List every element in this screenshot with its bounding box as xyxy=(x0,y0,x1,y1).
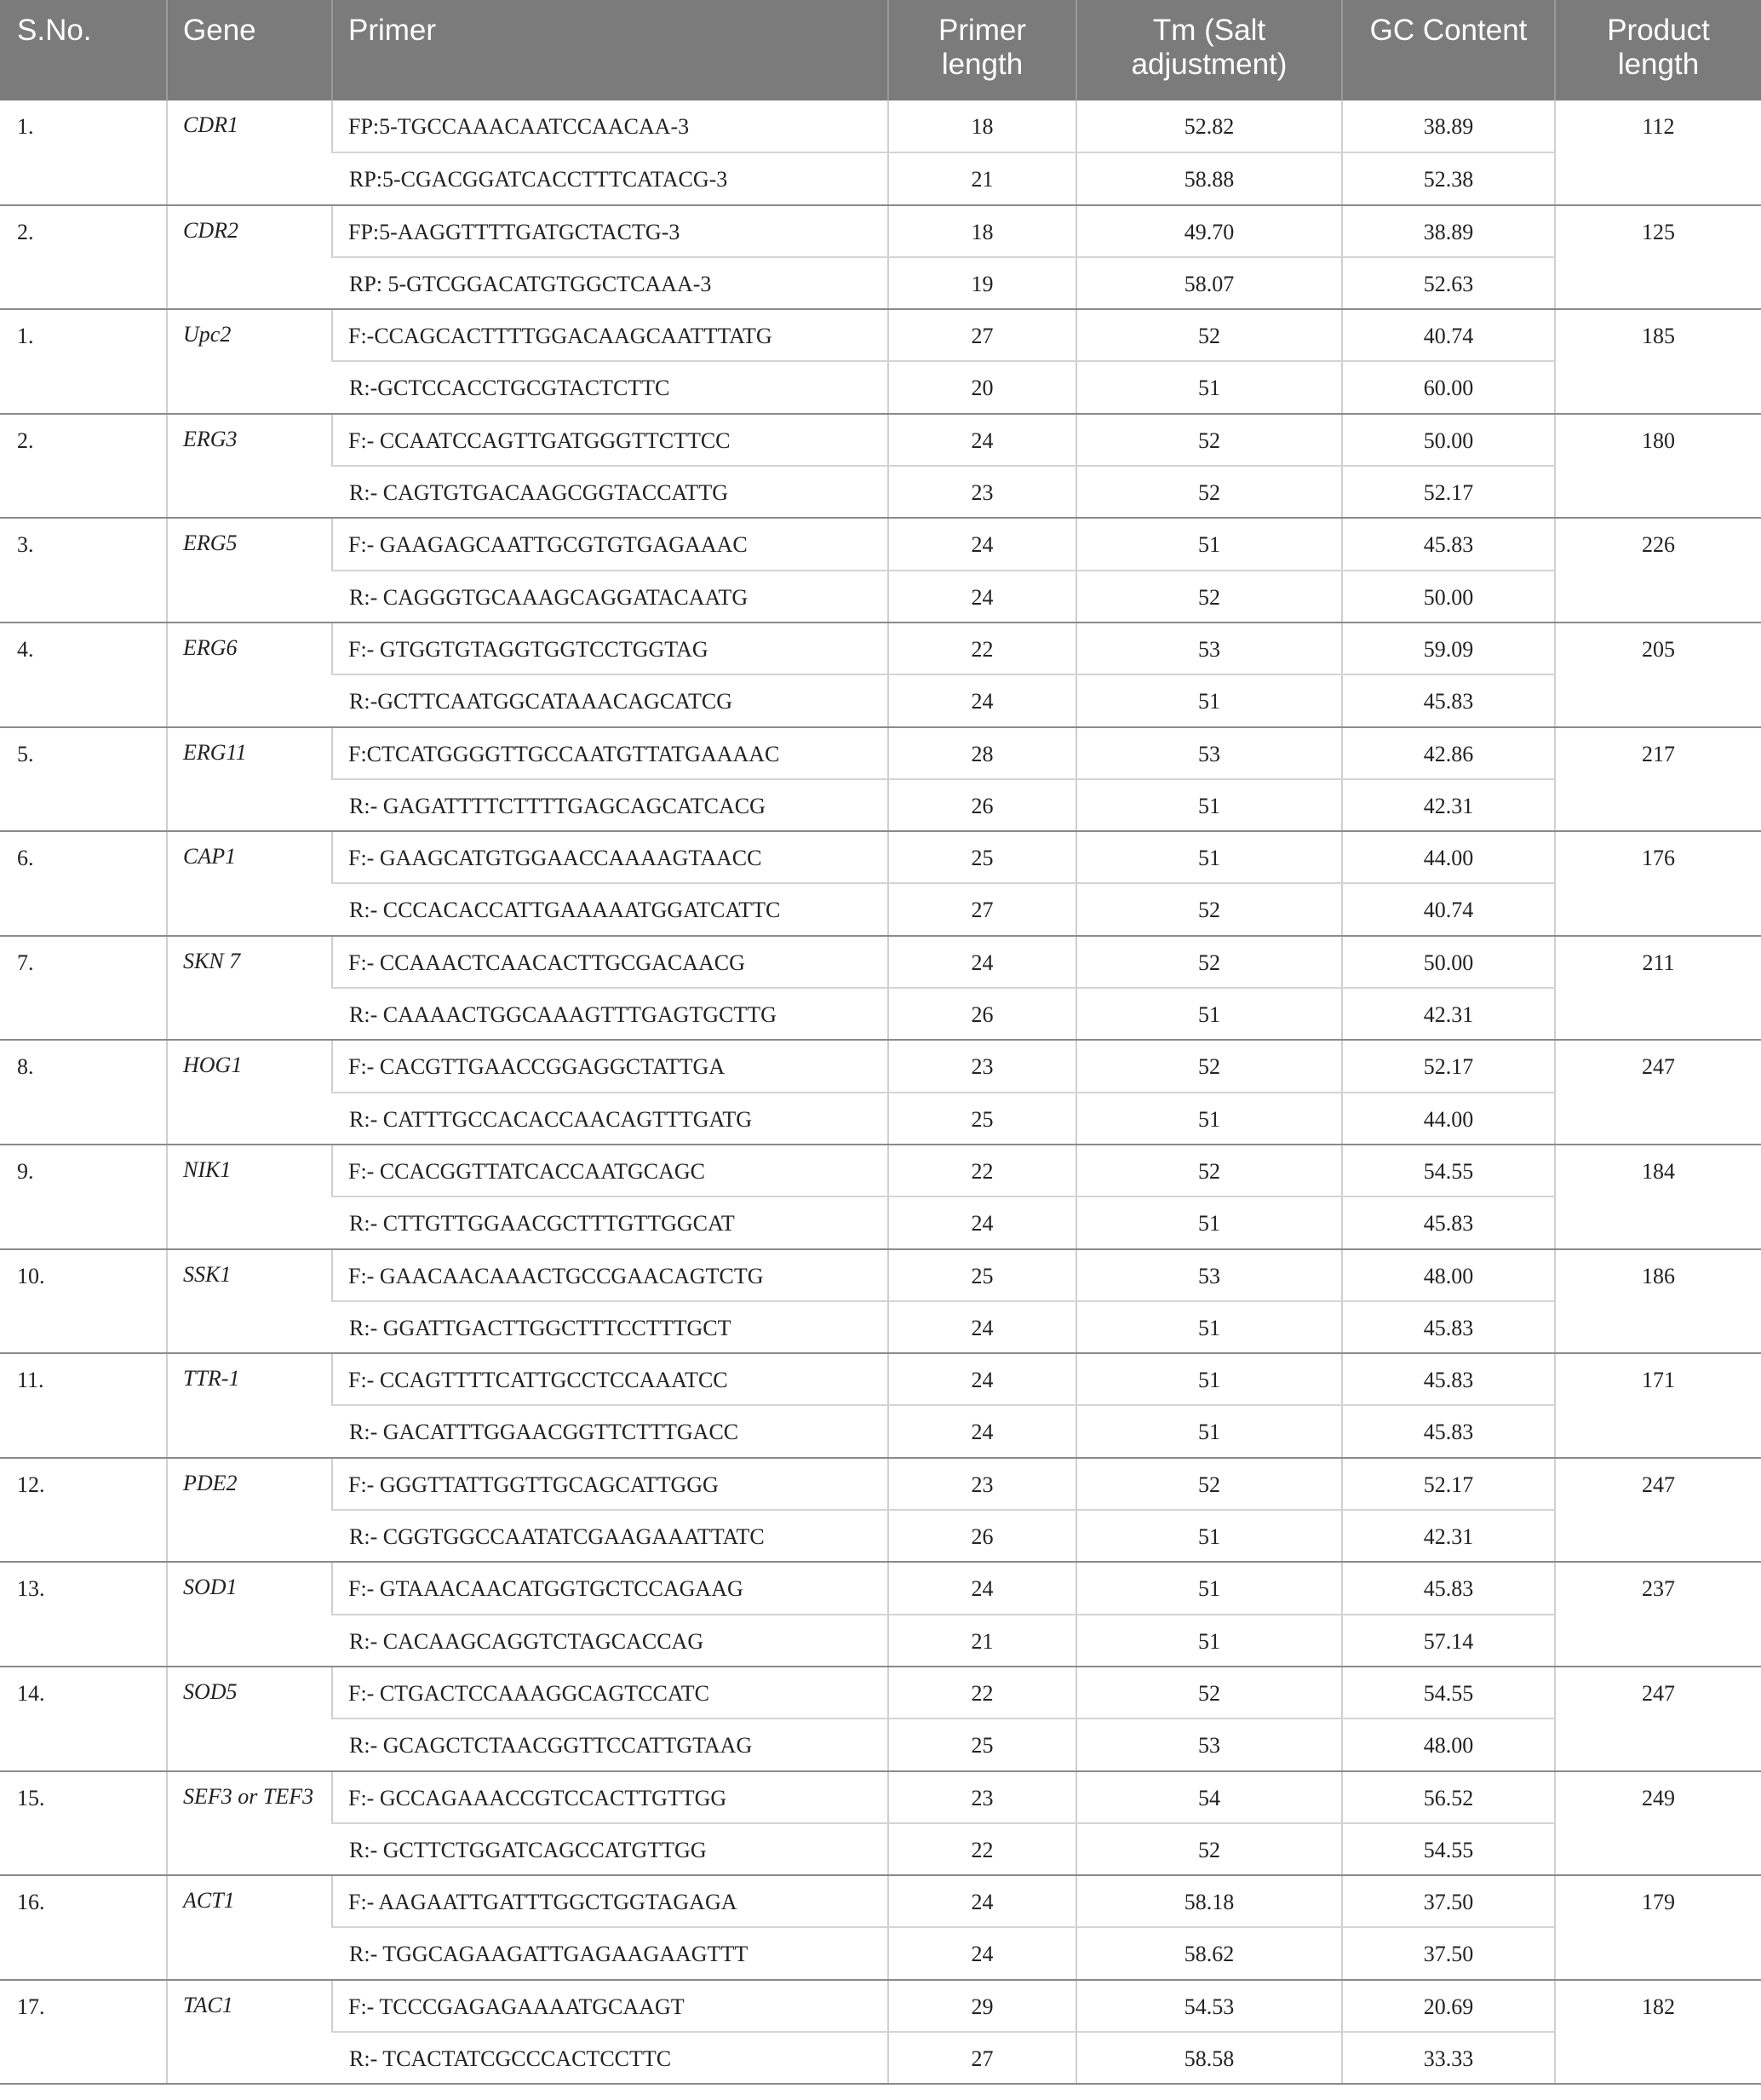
forward-gc-cell: 52.17 xyxy=(1342,1458,1555,1510)
forward-tm-cell: 52 xyxy=(1076,414,1342,466)
sno-cell: 1. xyxy=(0,309,167,414)
forward-gc-cell: 54.55 xyxy=(1342,1145,1555,1196)
forward-primer-length-cell: 18 xyxy=(888,205,1076,257)
forward-gc-cell: 45.83 xyxy=(1342,1562,1555,1614)
reverse-primer-cell: R:-GCTCCACCTGCGTACTCTTC xyxy=(332,361,888,413)
forward-primer-cell: F:-CCAGCACTTTTGGACAAGCAATTTATG xyxy=(332,309,888,361)
forward-primer-length-cell: 24 xyxy=(888,1562,1076,1614)
reverse-gc-cell: 44.00 xyxy=(1342,1093,1555,1145)
forward-gc-cell: 44.00 xyxy=(1342,831,1555,883)
reverse-primer-cell: R:- CAGGGTGCAAAGCAGGATACAATG xyxy=(332,571,888,623)
reverse-gc-cell: 52.38 xyxy=(1342,152,1555,204)
sno-cell: 7. xyxy=(0,936,167,1041)
reverse-tm-cell: 52 xyxy=(1076,883,1342,935)
reverse-tm-cell: 52 xyxy=(1076,571,1342,623)
reverse-primer-cell: R:- TGGCAGAAGATTGAGAAGAAGTTT xyxy=(332,1927,888,1979)
forward-gc-cell: 37.50 xyxy=(1342,1875,1555,1927)
reverse-primer-length-cell: 24 xyxy=(888,674,1076,726)
forward-primer-cell: F:- TCCCGAGAGAAAATGCAAGT xyxy=(332,1980,888,2032)
reverse-gc-cell: 45.83 xyxy=(1342,674,1555,726)
reverse-gc-cell: 54.55 xyxy=(1342,1823,1555,1875)
product-length-cell: 211 xyxy=(1555,936,1761,1041)
forward-tm-cell: 53 xyxy=(1076,623,1342,674)
reverse-primer-length-cell: 25 xyxy=(888,1093,1076,1145)
forward-primer-cell: F:- GAAGCATGTGGAACCAAAAGTAACC xyxy=(332,831,888,883)
gene-cell: SOD5 xyxy=(167,1667,332,1771)
product-length-cell: 125 xyxy=(1555,205,1761,310)
product-length-cell: 180 xyxy=(1555,414,1761,519)
sno-cell: 2. xyxy=(0,414,167,519)
forward-tm-cell: 49.70 xyxy=(1076,205,1342,257)
reverse-primer-cell: RP:5-CGACGGATCACCTTTCATACG-3 xyxy=(332,152,888,204)
forward-primer-cell: F:- GTGGTGTAGGTGGTCCTGGTAG xyxy=(332,623,888,674)
product-length-cell: 217 xyxy=(1555,727,1761,832)
reverse-tm-cell: 51 xyxy=(1076,1405,1342,1457)
forward-tm-cell: 52 xyxy=(1076,309,1342,361)
reverse-gc-cell: 45.83 xyxy=(1342,1196,1555,1248)
product-length-cell: 179 xyxy=(1555,1875,1761,1980)
reverse-primer-length-cell: 19 xyxy=(888,257,1076,309)
table-row xyxy=(0,205,1761,257)
reverse-primer-cell: R:- CAGTGTGACAAGCGGTACCATTG xyxy=(332,466,888,518)
reverse-primer-cell: R:-GCTTCAATGGCATAAACAGCATCG xyxy=(332,674,888,726)
reverse-primer-length-cell: 26 xyxy=(888,779,1076,831)
sno-cell: 1. xyxy=(0,100,167,205)
forward-gc-cell: 52.17 xyxy=(1342,1040,1555,1092)
reverse-primer-length-cell: 27 xyxy=(888,883,1076,935)
forward-primer-cell: FP:5-AAGGTTTTGATGCTACTG-3 xyxy=(332,205,888,257)
reverse-primer-cell: R:- GACATTTGGAACGGTTCTTTGACC xyxy=(332,1405,888,1457)
reverse-primer-cell: R:- TCACTATCGCCCACTCCTTC xyxy=(332,2032,888,2084)
forward-primer-cell: F:- CCAATCCAGTTGATGGGTTCTTCC xyxy=(332,414,888,466)
forward-primer-length-cell: 28 xyxy=(888,727,1076,779)
gene-cell: CDR1 xyxy=(167,100,332,205)
reverse-tm-cell: 58.58 xyxy=(1076,2032,1342,2084)
reverse-tm-cell: 51 xyxy=(1076,1615,1342,1667)
forward-primer-cell: F:CTCATGGGGTTGCCAATGTTATGAAAAC xyxy=(332,727,888,779)
table-row xyxy=(0,1458,1761,1510)
forward-tm-cell: 51 xyxy=(1076,518,1342,570)
forward-primer-length-cell: 24 xyxy=(888,1875,1076,1927)
gene-cell: ERG3 xyxy=(167,414,332,519)
forward-primer-length-cell: 18 xyxy=(888,100,1076,152)
reverse-primer-length-cell: 21 xyxy=(888,1615,1076,1667)
sno-cell: 9. xyxy=(0,1145,167,1249)
forward-primer-cell: F:- CACGTTGAACCGGAGGCTATTGA xyxy=(332,1040,888,1092)
sno-cell: 5. xyxy=(0,727,167,832)
table-row xyxy=(0,1249,1761,1301)
forward-gc-cell: 56.52 xyxy=(1342,1771,1555,1823)
reverse-gc-cell: 52.17 xyxy=(1342,466,1555,518)
sno-cell: 4. xyxy=(0,623,167,727)
forward-primer-length-cell: 24 xyxy=(888,1353,1076,1405)
reverse-primer-cell: R:- CGGTGGCCAATATCGAAGAAATTATC xyxy=(332,1510,888,1562)
forward-gc-cell: 45.83 xyxy=(1342,1353,1555,1405)
gene-cell: HOG1 xyxy=(167,1040,332,1145)
reverse-gc-cell: 33.33 xyxy=(1342,2032,1555,2084)
table-row xyxy=(0,309,1761,361)
product-length-cell: 186 xyxy=(1555,1249,1761,1354)
product-length-cell: 184 xyxy=(1555,1145,1761,1249)
sno-cell: 6. xyxy=(0,831,167,936)
forward-primer-cell: F:- GTAAACAACATGGTGCTCCAGAAG xyxy=(332,1562,888,1614)
reverse-gc-cell: 42.31 xyxy=(1342,779,1555,831)
forward-primer-cell: F:- CCAGTTTTCATTGCCTCCAAATCC xyxy=(332,1353,888,1405)
forward-tm-cell: 52 xyxy=(1076,1458,1342,1510)
reverse-gc-cell: 50.00 xyxy=(1342,571,1555,623)
gene-cell: ACT1 xyxy=(167,1875,332,1980)
product-length-cell: 185 xyxy=(1555,309,1761,414)
forward-gc-cell: 50.00 xyxy=(1342,936,1555,988)
reverse-tm-cell: 53 xyxy=(1076,1718,1342,1770)
forward-primer-cell: FP:5-TGCCAAACAATCCAACAA-3 xyxy=(332,100,888,152)
forward-gc-cell: 50.00 xyxy=(1342,414,1555,466)
reverse-gc-cell: 45.83 xyxy=(1342,1405,1555,1457)
header-primer: Primer xyxy=(332,0,888,100)
forward-primer-length-cell: 22 xyxy=(888,623,1076,674)
product-length-cell: 176 xyxy=(1555,831,1761,936)
reverse-tm-cell: 51 xyxy=(1076,1510,1342,1562)
forward-primer-length-cell: 25 xyxy=(888,1249,1076,1301)
reverse-gc-cell: 37.50 xyxy=(1342,1927,1555,1979)
product-length-cell: 112 xyxy=(1555,100,1761,205)
sno-cell: 8. xyxy=(0,1040,167,1145)
forward-primer-cell: F:- CTGACTCCAAAGGCAGTCCATC xyxy=(332,1667,888,1718)
table-row xyxy=(0,936,1761,988)
reverse-gc-cell: 40.74 xyxy=(1342,883,1555,935)
sno-cell: 13. xyxy=(0,1562,167,1667)
reverse-primer-cell: R:- CCCACACCATTGAAAAATGGATCATTC xyxy=(332,883,888,935)
reverse-primer-cell: R:- CATTTGCCACACCAACAGTTTGATG xyxy=(332,1093,888,1145)
header-sno: S.No. xyxy=(0,0,167,100)
gene-cell: CDR2 xyxy=(167,205,332,310)
reverse-gc-cell: 42.31 xyxy=(1342,988,1555,1040)
reverse-tm-cell: 52 xyxy=(1076,1823,1342,1875)
reverse-primer-length-cell: 22 xyxy=(888,1823,1076,1875)
sno-cell: 2. xyxy=(0,205,167,310)
reverse-gc-cell: 60.00 xyxy=(1342,361,1555,413)
sno-cell: 12. xyxy=(0,1458,167,1563)
forward-primer-length-cell: 24 xyxy=(888,518,1076,570)
table-row xyxy=(0,518,1761,570)
product-length-cell: 247 xyxy=(1555,1040,1761,1145)
forward-primer-cell: F:- GGGTTATTGGTTGCAGCATTGGG xyxy=(332,1458,888,1510)
gene-cell: ERG6 xyxy=(167,623,332,727)
forward-gc-cell: 59.09 xyxy=(1342,623,1555,674)
sno-cell: 17. xyxy=(0,1980,167,2085)
product-length-cell: 249 xyxy=(1555,1771,1761,1876)
reverse-primer-length-cell: 27 xyxy=(888,2032,1076,2084)
reverse-primer-cell: R:- GCTTCTGGATCAGCCATGTTGG xyxy=(332,1823,888,1875)
reverse-tm-cell: 52 xyxy=(1076,466,1342,518)
forward-primer-cell: F:- GAAGAGCAATTGCGTGTGAGAAAC xyxy=(332,518,888,570)
table-header xyxy=(0,0,1761,100)
forward-tm-cell: 53 xyxy=(1076,727,1342,779)
table-row xyxy=(0,1353,1761,1405)
gene-cell: SSK1 xyxy=(167,1249,332,1354)
reverse-primer-length-cell: 24 xyxy=(888,1196,1076,1248)
product-length-cell: 182 xyxy=(1555,1980,1761,2085)
reverse-gc-cell: 45.83 xyxy=(1342,1301,1555,1353)
reverse-tm-cell: 58.88 xyxy=(1076,152,1342,204)
reverse-primer-cell: R:- CTTGTTGGAACGCTTTGTTGGCAT xyxy=(332,1196,888,1248)
forward-tm-cell: 51 xyxy=(1076,831,1342,883)
reverse-primer-cell: R:- CAAAACTGGCAAAGTTTGAGTGCTTG xyxy=(332,988,888,1040)
table-row xyxy=(0,414,1761,466)
forward-tm-cell: 52 xyxy=(1076,1145,1342,1196)
gene-cell: ERG11 xyxy=(167,727,332,832)
forward-tm-cell: 52 xyxy=(1076,936,1342,988)
reverse-primer-cell: RP: 5-GTCGGACATGTGGCTCAAA-3 xyxy=(332,257,888,309)
table-row xyxy=(0,1040,1761,1092)
reverse-primer-length-cell: 21 xyxy=(888,152,1076,204)
reverse-primer-length-cell: 24 xyxy=(888,1405,1076,1457)
gene-cell: SEF3 or TEF3 xyxy=(167,1771,332,1876)
table-row xyxy=(0,1875,1761,1927)
forward-tm-cell: 53 xyxy=(1076,1249,1342,1301)
forward-primer-cell: F:- AAGAATTGATTTGGCTGGTAGAGA xyxy=(332,1875,888,1927)
sno-cell: 11. xyxy=(0,1353,167,1458)
header-tm: Tm (Salt adjustment) xyxy=(1076,0,1342,100)
forward-primer-length-cell: 29 xyxy=(888,1980,1076,2032)
gene-cell: TTR-1 xyxy=(167,1353,332,1458)
header-primer-length: Primer length xyxy=(888,0,1076,100)
forward-primer-length-cell: 22 xyxy=(888,1667,1076,1718)
table-row xyxy=(0,1145,1761,1196)
reverse-tm-cell: 51 xyxy=(1076,1301,1342,1353)
reverse-tm-cell: 51 xyxy=(1076,674,1342,726)
table-row xyxy=(0,1771,1761,1823)
forward-primer-length-cell: 23 xyxy=(888,1040,1076,1092)
reverse-gc-cell: 52.63 xyxy=(1342,257,1555,309)
reverse-tm-cell: 51 xyxy=(1076,988,1342,1040)
table-row xyxy=(0,1562,1761,1614)
gene-cell: PDE2 xyxy=(167,1458,332,1563)
product-length-cell: 226 xyxy=(1555,518,1761,623)
forward-gc-cell: 45.83 xyxy=(1342,518,1555,570)
reverse-primer-cell: R:- GAGATTTTCTTTTGAGCAGCATCACG xyxy=(332,779,888,831)
sno-cell: 3. xyxy=(0,518,167,623)
table-row xyxy=(0,727,1761,779)
product-length-cell: 237 xyxy=(1555,1562,1761,1667)
reverse-primer-length-cell: 20 xyxy=(888,361,1076,413)
reverse-primer-cell: R:- GGATTGACTTGGCTTTCCTTTGCT xyxy=(332,1301,888,1353)
forward-primer-cell: F:- GAACAACAAACTGCCGAACAGTCTG xyxy=(332,1249,888,1301)
gene-cell: SOD1 xyxy=(167,1562,332,1667)
table-body xyxy=(0,100,1761,2084)
reverse-primer-length-cell: 23 xyxy=(888,466,1076,518)
reverse-primer-length-cell: 26 xyxy=(888,988,1076,1040)
forward-tm-cell: 52 xyxy=(1076,1667,1342,1718)
forward-primer-cell: F:- CCAAACTCAACACTTGCGACAACG xyxy=(332,936,888,988)
forward-gc-cell: 54.55 xyxy=(1342,1667,1555,1718)
forward-primer-length-cell: 24 xyxy=(888,936,1076,988)
header-product-length: Product length xyxy=(1555,0,1761,100)
reverse-primer-cell: R:- GCAGCTCTAACGGTTCCATTGTAAG xyxy=(332,1718,888,1770)
header-gc-content: GC Content xyxy=(1342,0,1555,100)
gene-cell: ERG5 xyxy=(167,518,332,623)
header-gene: Gene xyxy=(167,0,332,100)
forward-tm-cell: 51 xyxy=(1076,1562,1342,1614)
product-length-cell: 205 xyxy=(1555,623,1761,727)
reverse-tm-cell: 51 xyxy=(1076,1093,1342,1145)
forward-primer-cell: F:- CCACGGTTATCACCAATGCAGC xyxy=(332,1145,888,1196)
gene-cell: Upc2 xyxy=(167,309,332,414)
product-length-cell: 171 xyxy=(1555,1353,1761,1458)
table-row xyxy=(0,1667,1761,1718)
forward-gc-cell: 42.86 xyxy=(1342,727,1555,779)
forward-primer-length-cell: 24 xyxy=(888,414,1076,466)
forward-tm-cell: 52 xyxy=(1076,1040,1342,1092)
forward-gc-cell: 20.69 xyxy=(1342,1980,1555,2032)
table-row xyxy=(0,100,1761,152)
reverse-tm-cell: 51 xyxy=(1076,361,1342,413)
forward-gc-cell: 48.00 xyxy=(1342,1249,1555,1301)
reverse-gc-cell: 48.00 xyxy=(1342,1718,1555,1770)
table-row xyxy=(0,831,1761,883)
forward-tm-cell: 54 xyxy=(1076,1771,1342,1823)
gene-cell: SKN 7 xyxy=(167,936,332,1041)
forward-gc-cell: 38.89 xyxy=(1342,205,1555,257)
product-length-cell: 247 xyxy=(1555,1667,1761,1771)
reverse-tm-cell: 51 xyxy=(1076,779,1342,831)
reverse-primer-length-cell: 25 xyxy=(888,1718,1076,1770)
reverse-tm-cell: 58.62 xyxy=(1076,1927,1342,1979)
reverse-gc-cell: 42.31 xyxy=(1342,1510,1555,1562)
forward-primer-length-cell: 27 xyxy=(888,309,1076,361)
forward-gc-cell: 38.89 xyxy=(1342,100,1555,152)
forward-primer-length-cell: 22 xyxy=(888,1145,1076,1196)
forward-tm-cell: 58.18 xyxy=(1076,1875,1342,1927)
gene-cell: CAP1 xyxy=(167,831,332,936)
reverse-primer-length-cell: 24 xyxy=(888,1927,1076,1979)
reverse-tm-cell: 58.07 xyxy=(1076,257,1342,309)
sno-cell: 10. xyxy=(0,1249,167,1354)
product-length-cell: 247 xyxy=(1555,1458,1761,1563)
gene-cell: TAC1 xyxy=(167,1980,332,2085)
forward-primer-length-cell: 23 xyxy=(888,1771,1076,1823)
sno-cell: 16. xyxy=(0,1875,167,1980)
forward-primer-length-cell: 23 xyxy=(888,1458,1076,1510)
forward-gc-cell: 40.74 xyxy=(1342,309,1555,361)
reverse-tm-cell: 51 xyxy=(1076,1196,1342,1248)
forward-tm-cell: 51 xyxy=(1076,1353,1342,1405)
reverse-primer-length-cell: 24 xyxy=(888,571,1076,623)
table-row xyxy=(0,623,1761,674)
reverse-gc-cell: 57.14 xyxy=(1342,1615,1555,1667)
forward-tm-cell: 54.53 xyxy=(1076,1980,1342,2032)
reverse-primer-length-cell: 26 xyxy=(888,1510,1076,1562)
sno-cell: 15. xyxy=(0,1771,167,1876)
forward-primer-length-cell: 25 xyxy=(888,831,1076,883)
sno-cell: 14. xyxy=(0,1667,167,1771)
reverse-primer-length-cell: 24 xyxy=(888,1301,1076,1353)
forward-primer-cell: F:- GCCAGAAACCGTCCACTTGTTGG xyxy=(332,1771,888,1823)
forward-tm-cell: 52.82 xyxy=(1076,100,1342,152)
gene-cell: NIK1 xyxy=(167,1145,332,1249)
table-row xyxy=(0,1980,1761,2032)
reverse-primer-cell: R:- CACAAGCAGGTCTAGCACCAG xyxy=(332,1615,888,1667)
